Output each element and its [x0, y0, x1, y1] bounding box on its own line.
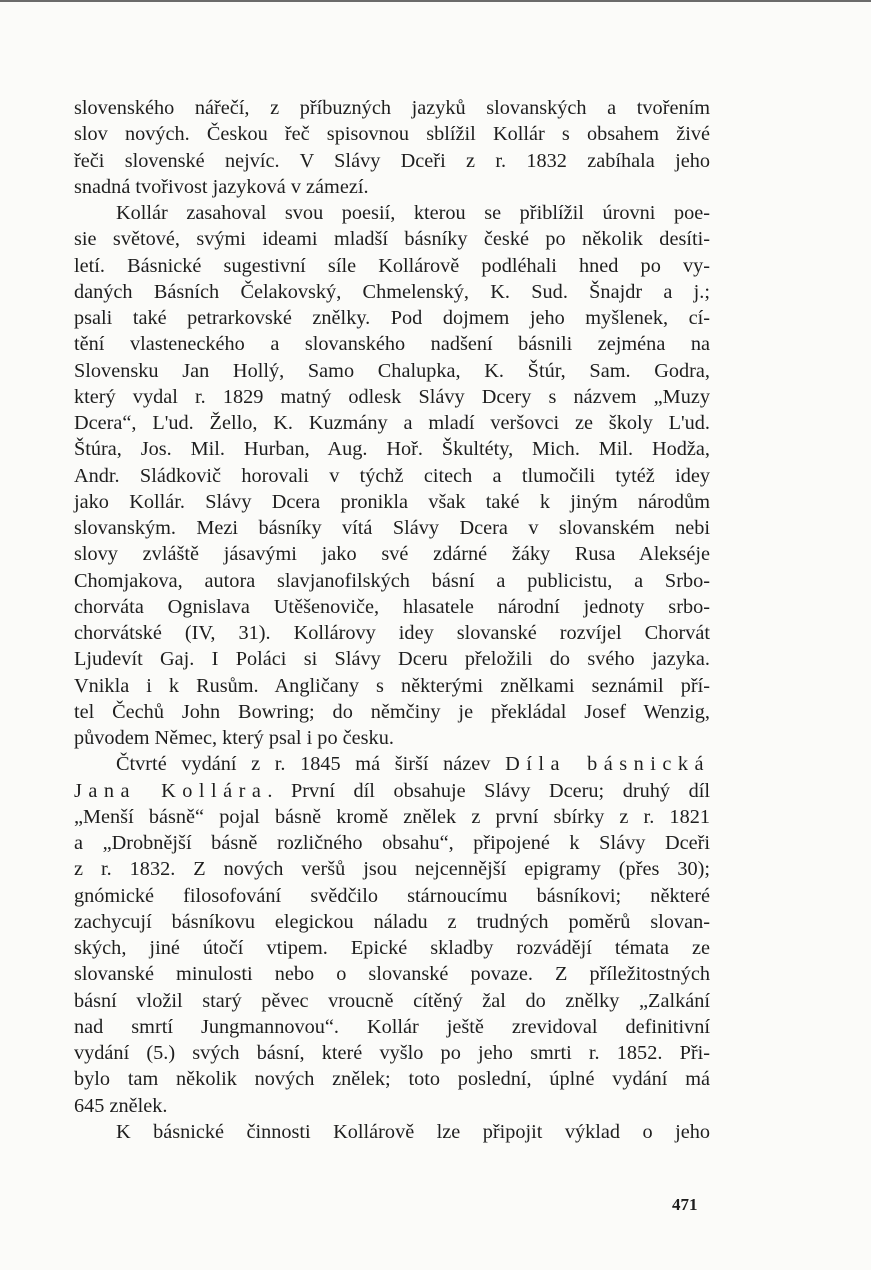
text-line: z r. 1832. Z nových veršů jsou nejcennější epigramy (přes 30); — [74, 858, 710, 881]
text-line: Kollár zasahoval svou poesií, kterou se přiblížil úrovni poe- — [116, 202, 710, 224]
text-line: původem Němec, který psal i po česku. — [74, 727, 394, 749]
text-line: bylo tam několik nových znělek; toto poslední, úplné vydání má — [74, 1068, 710, 1091]
text-line: sie světové, svými ideami mladší básníky české po několik desíti- — [74, 228, 710, 251]
text-line — [74, 751, 710, 777]
body-text — [74, 95, 710, 1145]
text-line: ských, jiné útočí vtipem. Epické skladby rozvádějí témata ze — [74, 937, 710, 959]
text-line: Štúra, Jos. Mil. Hurban, Aug. Hoř. Škultéty, Mich. Mil. Hodža, — [74, 438, 710, 461]
text-line: letí. Básnické sugestivní síle Kollárově podléhali hned po vy- — [74, 254, 710, 277]
spaced-title: Díla básnická — [505, 753, 711, 776]
text-line: slovenského nářečí, z příbuzných jazyků slovanských a tvořením — [74, 97, 710, 119]
text-line: psali také petrarkovské znělky. Pod dojmem jeho myšlenek, cí- — [74, 307, 710, 329]
text-line: gnómické filosofování svědčilo stárnoucímu básníkovi; některé — [74, 884, 710, 907]
paragraph-2 — [74, 200, 710, 751]
paragraph-3 — [74, 751, 710, 1119]
text-line: řeči slovenské nejvíc. V Slávy Dceři z r. 1832 zabíhala jeho — [74, 149, 710, 172]
text-line: chorváta Ognislava Utěšenoviče, hlasatele národní jednoty srbo- — [74, 595, 710, 618]
text-line: Chomjakova, autora slavjanofilských básní a publicistu, a Srbo- — [74, 569, 710, 592]
text-line: který vydal r. 1829 matný odlesk Slávy Dcery s názvem „Muzy — [74, 385, 710, 408]
text-line: slovanské minulosti nebo o slovanské povaze. Z příležitostných — [74, 963, 710, 986]
text-line: slov nových. Českou řeč spisovnou sblížil Kollár s obsahem živé — [74, 123, 710, 146]
text-run: Čtvrté vydání z r. 1845 má širší název — [116, 753, 491, 776]
text-line: Slovensku Jan Hollý, Samo Chalupka, K. Štúr, Sam. Godra, — [74, 359, 710, 382]
page-number: 471 — [672, 1195, 698, 1214]
text-line: básní vložil starý pěvec vroucně cítěný žal do znělky „Zalkání — [74, 989, 710, 1012]
text-line: snadná tvořivost jazyková v zámezí. — [74, 175, 369, 198]
text-line: chorvátské (IV, 31). Kollárovy idey slovanské rozvíjel Chorvát — [74, 622, 710, 644]
text-line: Andr. Sládkovič horovali v týchž citech a tlumočili tytéž idey — [74, 464, 710, 487]
text-line: jako Kollár. Slávy Dcera pronikla však také k jiným národům — [74, 490, 710, 513]
text-line: Dcera“, L'ud. Žello, K. Kuzmány a mladí veršovci ze školy L'ud. — [74, 412, 710, 434]
text-line: nad smrtí Jungmannovou“. Kollár ještě zrevidoval definitivní — [74, 1015, 710, 1038]
text-run: . První díl obsahuje Slávy Dceru; druhý díl — [267, 779, 710, 802]
text-line: a „Drobnější básně rozličného obsahu“, připojené k Slávy Dceři — [74, 832, 710, 854]
text-line: 645 znělek. — [74, 1094, 168, 1117]
page-top-edge — [0, 0, 871, 2]
text-line: Vnikla i k Rusům. Angličany s některými znělkami seznámil pří- — [74, 674, 710, 697]
paragraph-4 — [74, 1119, 710, 1145]
text-line: slovanským. Mezi básníky vítá Slávy Dcera v slovanském nebi — [74, 517, 710, 539]
text-line: K básnické činnosti Kollárově lze připojit výklad o jeho — [116, 1120, 710, 1143]
text-line: tění vlasteneckého a slovanského nadšení básnili zejména na — [74, 333, 710, 356]
text-line: Ljudevít Gaj. I Poláci si Slávy Dceru přeložili do svého jazyka. — [74, 648, 710, 671]
paragraph-1 — [74, 95, 710, 200]
text-line: „Menší básně“ pojal básně kromě znělek z první sbírky z r. 1821 — [74, 805, 710, 828]
text-line: daných Básních Čelakovský, Chmelenský, K. Sud. Šnajdr a j.; — [74, 280, 710, 303]
text-line: tel Čechů John Bowring; do němčiny je překládal Josef Wenzig, — [74, 700, 710, 723]
text-line: slovy zvláště jásavými jako své zdárné žáky Rusa Alekséje — [74, 543, 710, 566]
text-line — [74, 778, 710, 804]
text-line: zachycují básníkovu elegickou náladu z trudných poměrů slovan- — [74, 910, 710, 933]
spaced-title: Jana Kollára — [74, 779, 268, 802]
text-line: vydání (5.) svých básní, které vyšlo po jeho smrti r. 1852. Při- — [74, 1042, 710, 1064]
